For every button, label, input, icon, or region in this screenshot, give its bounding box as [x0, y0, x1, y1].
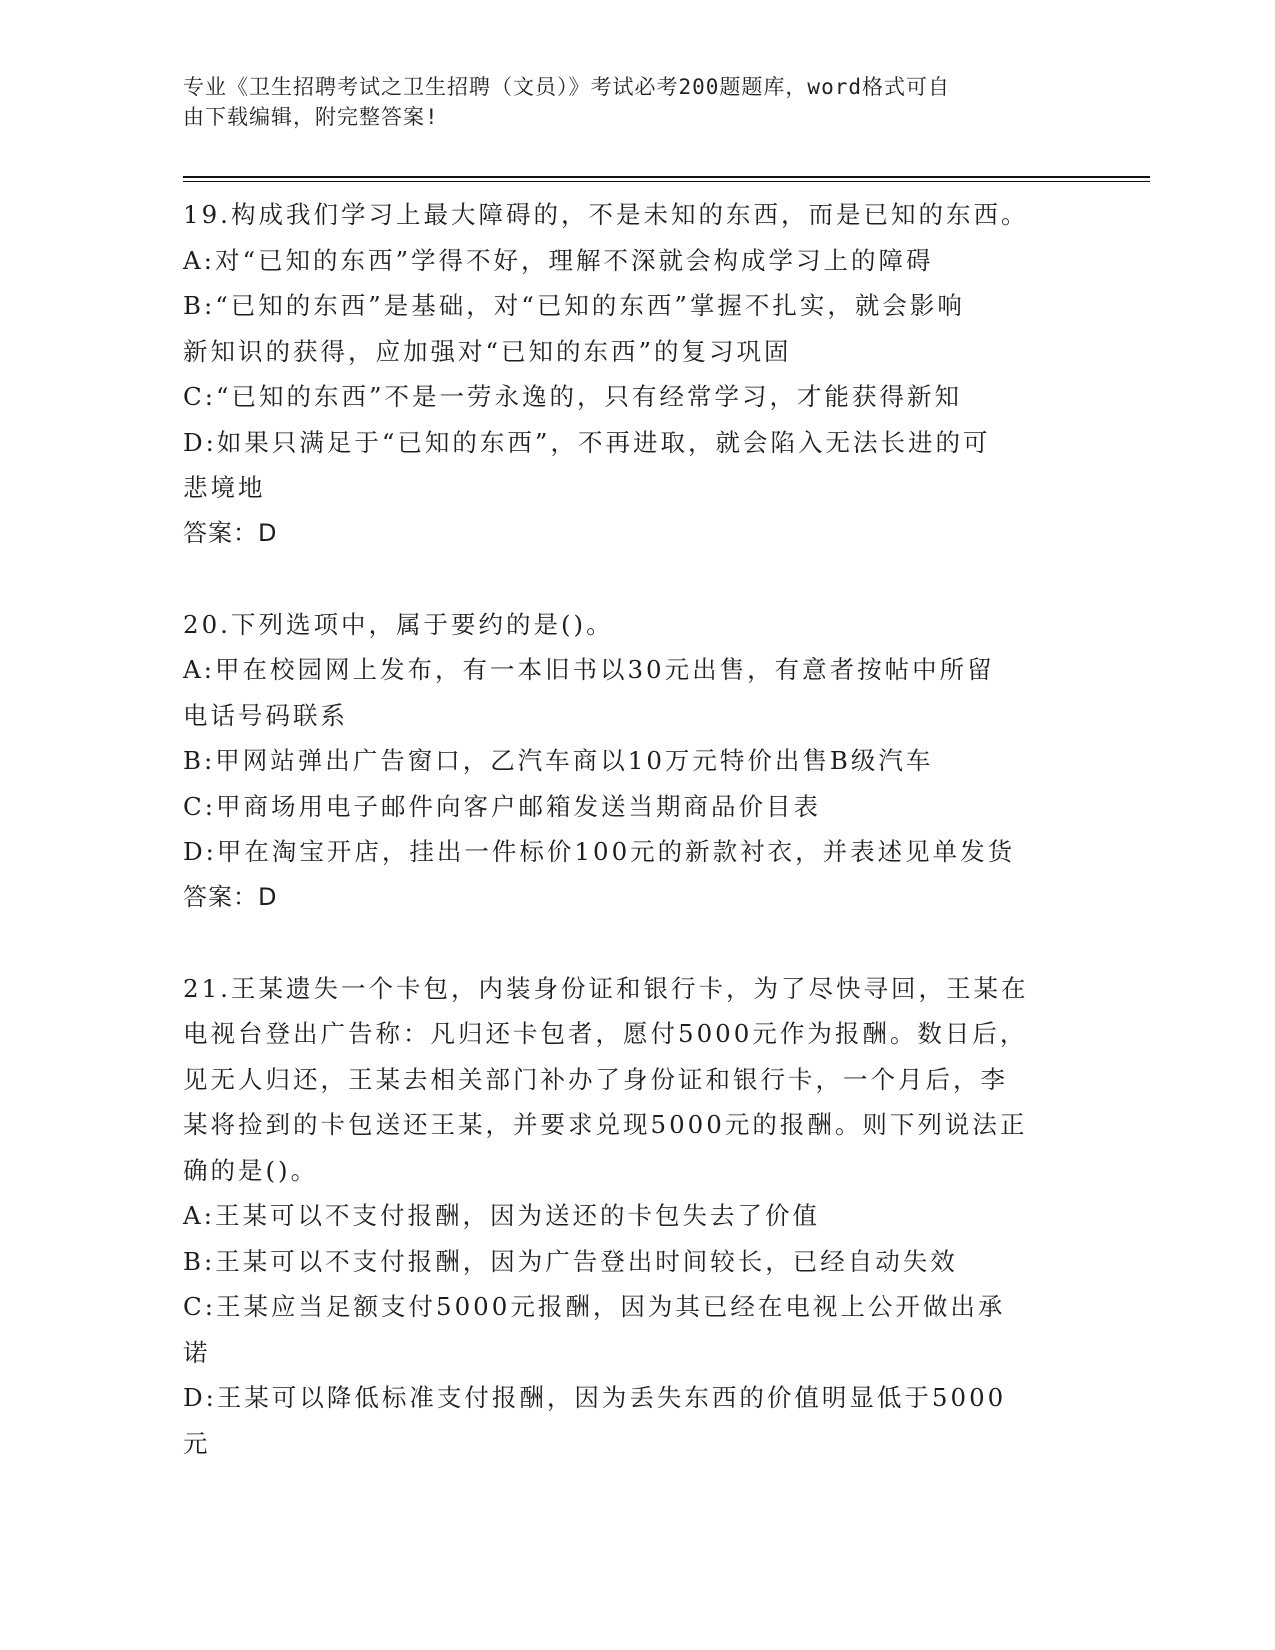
answer-label: 答案：D — [183, 518, 278, 547]
option-c: C:王某应当足额支付5000元报酬，因为其已经在电视上公开做出承 — [183, 1292, 1006, 1321]
document-header — [183, 72, 1063, 132]
question-spacer — [183, 556, 1083, 602]
option-b-continued: 新知识的获得，应加强对“已知的东西”的复习巩固 — [183, 336, 792, 366]
question-stem-continued: 见无人归还，王某去相关部门补办了身份证和银行卡，一个月后，李 — [183, 1064, 1008, 1094]
question-stem-continued: 电视台登出广告称：凡归还卡包者，愿付5000元作为报酬。数日后， — [183, 1019, 1028, 1048]
question-21 — [183, 966, 1083, 1467]
option-d-continued: 悲境地 — [183, 473, 266, 502]
question-spacer — [183, 920, 1083, 966]
option-d: D:王某可以降低标准支付报酬，因为丢失东西的价值明显低于5000 — [183, 1383, 1007, 1412]
option-b: B:“已知的东西”是基础，对“已知的东西”掌握不扎实，就会影响 — [183, 291, 965, 320]
question-20 — [183, 602, 1083, 921]
option-c: C:“已知的东西”不是一劳永逸的，只有经常学习，才能获得新知 — [183, 382, 963, 411]
option-d-continued: 元 — [183, 1428, 211, 1458]
question-stem: 19.构成我们学习上最大障碍的，不是未知的东西，而是已知的东西。 — [183, 200, 1029, 229]
question-19 — [183, 192, 1083, 556]
option-a-continued: 电话号码联系 — [183, 700, 348, 730]
question-stem-continued: 确的是()。 — [183, 1155, 319, 1185]
header-line-2: 由下载编辑，附完整答案! — [183, 105, 439, 129]
header-divider-thin — [183, 181, 1150, 182]
option-d: D:甲在淘宝开店，挂出一件标价100元的新款衬衣，并表述见单发货 — [183, 837, 1016, 866]
option-a: A:甲在校园网上发布，有一本旧书以30元出售，有意者按帖中所留 — [183, 655, 995, 684]
option-b: B:王某可以不支付报酬，因为广告登出时间较长，已经自动失效 — [183, 1246, 958, 1276]
header-divider-thick — [183, 176, 1150, 178]
question-stem: 21.王某遗失一个卡包，内装身份证和银行卡，为了尽快寻回，王某在 — [183, 973, 1029, 1003]
question-stem: 20.下列选项中，属于要约的是()。 — [183, 609, 614, 639]
question-list — [183, 192, 1083, 1466]
question-stem-continued: 某将捡到的卡包送还王某，并要求兑现5000元的报酬。则下列说法正 — [183, 1110, 1028, 1139]
option-a: A:王某可以不支付报酬，因为送还的卡包失去了价值 — [183, 1201, 820, 1230]
option-b: B:甲网站弹出广告窗口，乙汽车商以10万元特价出售B级汽车 — [183, 746, 934, 775]
answer-label: 答案：D — [183, 882, 278, 911]
option-a: A:对“已知的东西”学得不好，理解不深就会构成学习上的障碍 — [183, 245, 934, 275]
option-c: C:甲商场用电子邮件向客户邮箱发送当期商品价目表 — [183, 791, 821, 821]
option-c-continued: 诺 — [183, 1337, 211, 1367]
option-d: D:如果只满足于“已知的东西”，不再进取，就会陷入无法长进的可 — [183, 427, 991, 457]
header-line-1: 专业《卫生招聘考试之卫生招聘（文员）》考试必考200题题库，word格式可自 — [183, 75, 950, 99]
